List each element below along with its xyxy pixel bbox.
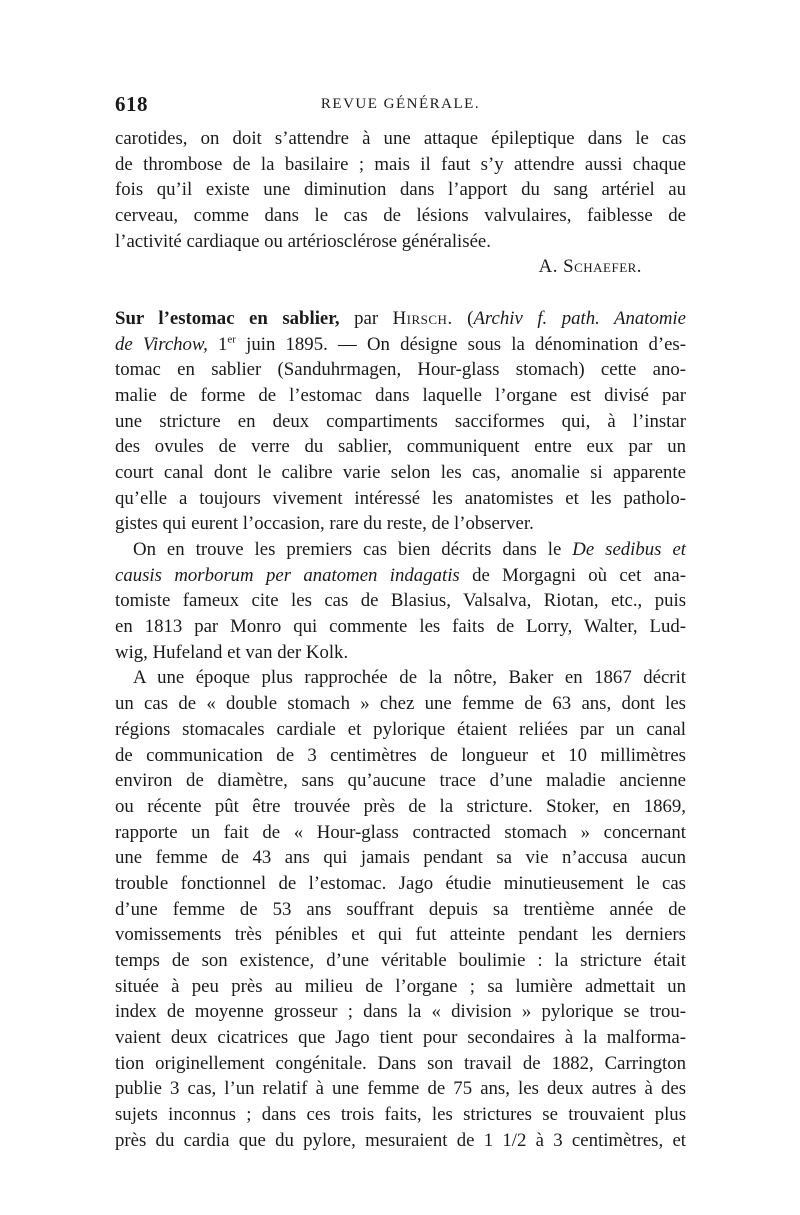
text-line (115, 537, 686, 563)
date-sup: er (227, 333, 236, 346)
page-header (115, 92, 686, 126)
text-line (115, 563, 686, 589)
text-segment: On en trouve les premiers cas bien décrits dans le (133, 539, 573, 560)
text-line: de communication de 3 centimètres de longueur et 10 millimètres (115, 744, 686, 766)
text-line: trouble fonctionnel de l’estomac. Jago étudie minutieusement le cas (115, 872, 686, 894)
text-line: fois qu’il existe une diminution dans l’apport du sang artériel au (115, 179, 686, 201)
text-line: près du cardia que du pylore, mesuraient de 1 1/2 à 3 centimètres, et (115, 1129, 686, 1151)
text-line: index de moyenne grosseur ; dans la « division » pylorique se trou- (115, 1001, 686, 1023)
text-line: une femme de 43 ans qui jamais pendant sa vie n’accusa aucun (115, 847, 686, 869)
text-segment: juin 1895. — On désigne sous la dénomination d’es- (235, 333, 686, 355)
text-line: sujets inconnus ; dans ces trois faits, les strictures se trouvaient plus (115, 1104, 686, 1126)
by-word: par (339, 307, 393, 329)
text-line: en 1813 par Monro qui commente les faits de Lorry, Walter, Lud- (115, 616, 686, 638)
text-line: l’activité cardiaque ou artériosclérose généralisée. (115, 230, 491, 252)
text-line: de thrombose de la basilaire ; mais il faut s’y attendre aussi chaque (115, 153, 686, 175)
text-line: temps de son existence, d’une véritable boulimie : la stricture était (115, 950, 686, 971)
page-number: 618 (115, 92, 148, 116)
text-line: court canal dont le calibre varie selon les cas, anomalie si apparente (115, 461, 686, 483)
article-title: Sur l’estomac en sablier, (115, 307, 340, 329)
latin-title: De sedibus et (572, 539, 686, 560)
text-line: tion originellement congénitale. Dans son travail de 1882, Carrington (115, 1052, 686, 1074)
latin-title-cont: causis morborum per anatomen indagatis (115, 564, 460, 586)
text-line: située à peu près au milieu de l’organe ; sa lumière admettait un (115, 975, 686, 997)
text-line: publie 3 cas, l’un relatif à une femme de 75 ans, les deux autres à des (115, 1078, 686, 1100)
text-line: une stricture en deux compartiments sacciformes qui, à l’instar (115, 410, 686, 432)
date-day: 1 (207, 333, 228, 355)
text-line: rapporte un fait de « Hour-glass contracted stomach » concernant (115, 821, 686, 843)
text-line: régions stomacales cardiale et pylorique étaient reliées par un canal (115, 718, 686, 740)
text-line: vaient deux cicatrices que Jago tient pour secondaires à la malforma- (115, 1027, 686, 1049)
text-line: A une époque plus rapprochée de la nôtre, Baker en 1867 décrit (133, 667, 686, 689)
section-spacer (115, 280, 686, 306)
text-line: qu’elle a toujours vivement intéressé les anatomistes et les patholo- (115, 487, 686, 509)
text-line (115, 332, 686, 358)
journal-title-cont: de Virchow, (115, 333, 208, 355)
text-line: des ovules de verre du sablier, communiquent entre eux par un (115, 436, 686, 458)
text-line: environ de diamètre, sans qu’aucune trace d’une maladie ancienne (115, 770, 686, 792)
text-line: d’une femme de 53 ans souffrant depuis sa trentième année de (115, 898, 686, 920)
text-line: vomissements très pénibles et qui fut atteinte pendant les derniers (115, 924, 686, 946)
text-line: malie de forme de l’estomac dans laquelle l’organe est divisé par (115, 384, 686, 406)
article-author: Hirsch. (392, 307, 453, 329)
article-title-line (115, 306, 686, 332)
running-title: REVUE GÉNÉRALE. (320, 96, 481, 112)
source-paren: ( (452, 307, 474, 329)
text-line: wig, Hufeland et van der Kolk. (115, 641, 349, 663)
text-line: tomiste fameux cite les cas de Blasius, Valsalva, Riotan, etc., puis (115, 590, 686, 612)
author-signature: A. Schaefer. (538, 256, 642, 278)
text-line: cerveau, comme dans le cas de lésions valvulaires, faiblesse de (115, 205, 686, 227)
text-line: un cas de « double stomach » chez une femme de 63 ans, dont les (115, 693, 686, 715)
text-line: tomac en sablier (Sanduhrmagen, Hour-glass stomach) cette ano- (115, 359, 686, 381)
text-line: ou récente pût être trouvée près de la stricture. Stoker, en 1869, (115, 795, 686, 817)
text-line: gistes qui eurent l’occasion, rare du reste, de l’observer. (115, 513, 534, 535)
body-text (115, 126, 686, 1154)
text-segment: de Morgagni où cet ana- (459, 564, 686, 586)
journal-title: Archiv f. path. Anatomie (473, 307, 686, 329)
text-line: carotides, on doit s’attendre à une attaque épileptique dans le cas (115, 128, 686, 149)
